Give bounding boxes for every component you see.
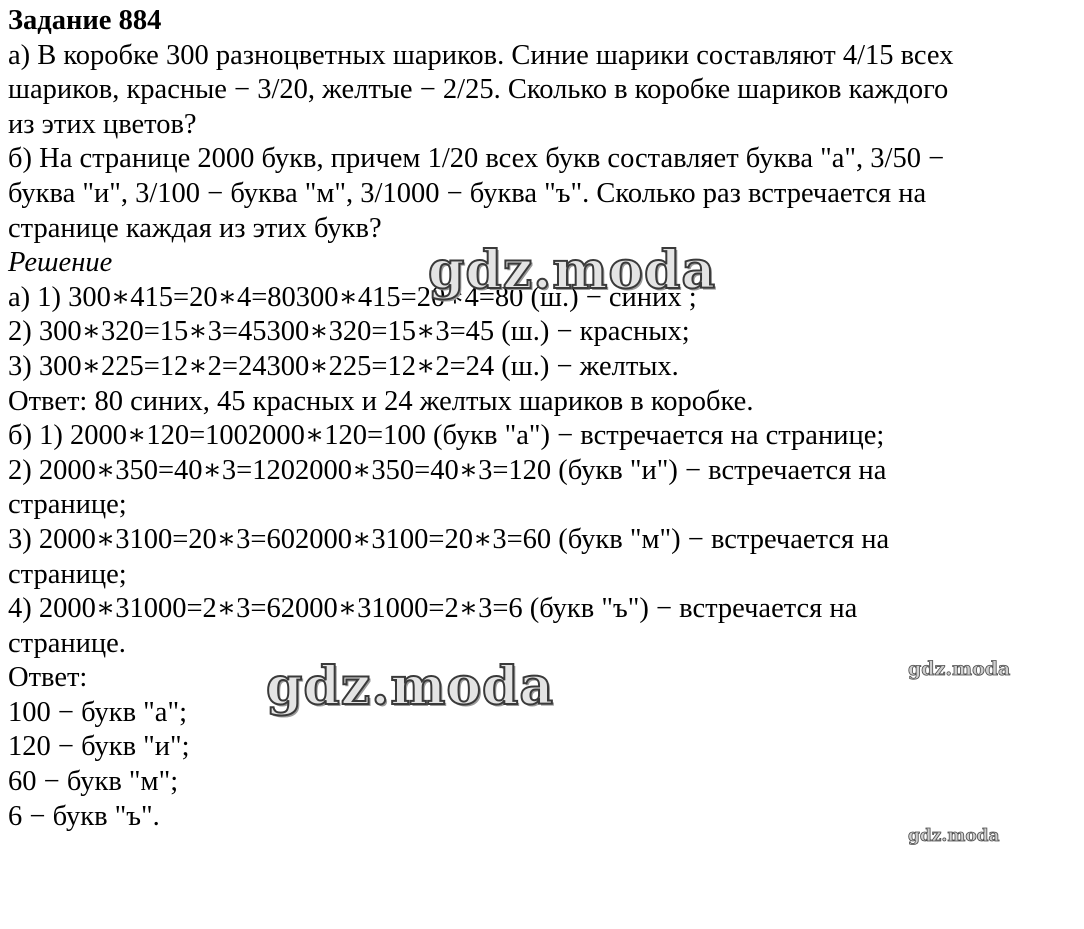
solution-a-step: 3) 300∗225=12∗2=24300∗225=12∗2=24 (ш.) − желтых. [8, 350, 679, 382]
answer-b-label: Ответ: [8, 662, 88, 694]
watermark-small: gdz.moda [908, 658, 1011, 680]
answer-a: Ответ: 80 синих, 45 красных и 24 желтых шариков в коробке. [8, 385, 754, 417]
watermark-small: gdz.moda [908, 826, 1000, 846]
condition-a-line: из этих цветов? [8, 108, 197, 140]
task-title: Задание 884 [8, 5, 162, 36]
solution-b-step: странице. [8, 627, 126, 659]
answer-b-item: 120 − букв "и"; [8, 731, 190, 763]
condition-b-line: б) На странице 2000 букв, причем 1/20 всех букв составляет буква "а", 3/50 − [8, 143, 945, 175]
solution-heading: Решение [8, 247, 113, 279]
solution-a-step: а) 1) 300∗415=20∗4=80300∗415=20∗4=80 (ш.) − синих ; [8, 281, 697, 313]
condition-b-line: буква "и", 3/100 − буква "м", 3/1000 − буква "ъ". Сколько раз встречается на [8, 177, 927, 209]
solution-b-step: странице; [8, 489, 127, 521]
solution-b-step: 4) 2000∗31000=2∗3=62000∗31000=2∗3=6 (букв "ъ") − встречается на [8, 593, 858, 625]
answer-b-item: 6 − букв "ъ". [8, 800, 160, 832]
document-page [8, 4, 1078, 834]
solution-a-step: 2) 300∗320=15∗3=45300∗320=15∗3=45 (ш.) − красных; [8, 316, 690, 348]
watermark-large: gdz.moda [266, 656, 555, 717]
answer-b-item: 60 − букв "м"; [8, 766, 179, 798]
solution-b-step: 3) 2000∗3100=20∗3=602000∗3100=20∗3=60 (букв "м") − встречается на [8, 523, 890, 555]
watermark-large: gdz.moda [428, 240, 717, 301]
answer-b-item: 100 − букв "а"; [8, 696, 188, 728]
condition-a-line: шариков, красные − 3/20, желтые − 2/25. Сколько в коробке шариков каждого [8, 74, 949, 106]
condition-b-line: странице каждая из этих букв? [8, 212, 382, 244]
solution-b-step: б) 1) 2000∗120=1002000∗120=100 (букв "а") − встречается на странице; [8, 420, 885, 452]
solution-b-step: странице; [8, 558, 127, 590]
condition-a-line: а) В коробке 300 разноцветных шариков. Синие шарики составляют 4/15 всех [8, 39, 954, 71]
solution-b-step: 2) 2000∗350=40∗3=1202000∗350=40∗3=120 (букв "и") − встречается на [8, 454, 887, 486]
